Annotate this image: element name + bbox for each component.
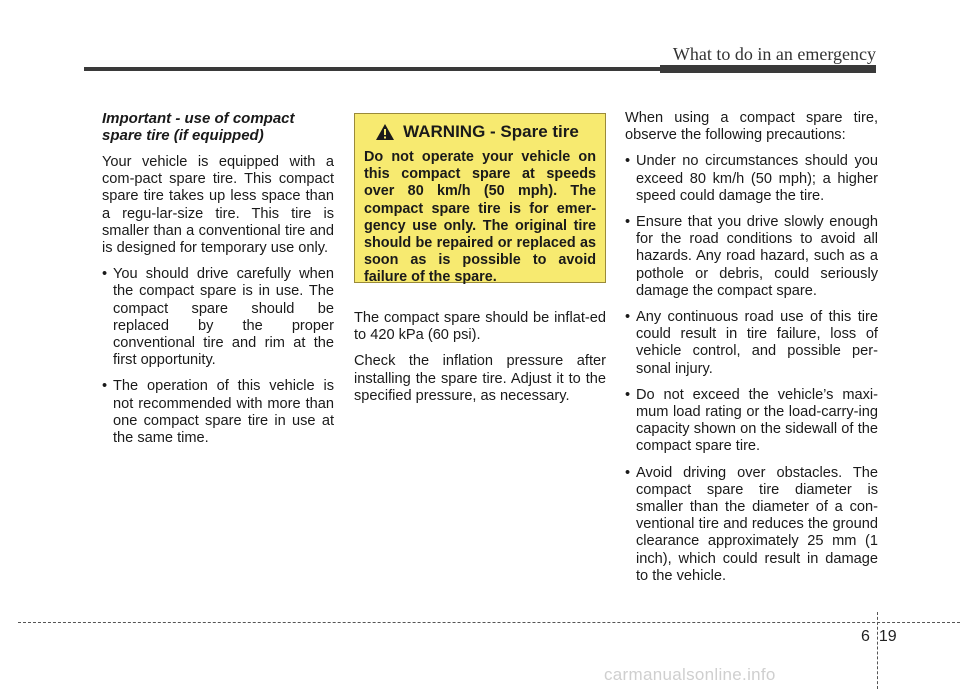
column-left [102,110,334,456]
footer-divider [877,612,878,689]
page-number [861,628,897,646]
list-item: • The operation of this vehicle is not recommended with more than one compact spare tire in use at the same time. [102,378,334,447]
warning-box [354,113,606,286]
inflation-paragraph: The compact spare should be inflat-ed to 420 kPa (60 psi). [354,310,606,344]
header-tab [660,65,876,73]
list-item: • Do not exceed the vehicle’s maxi-mum load rating or the load-carry-ing capacity shown on the sidewall of the compact spare tire. [625,387,878,456]
list-item: • You should drive carefully when the compact spare is in use. The compact spare should be replaced by the proper conventional tire and rim at the first opportunity. [102,266,334,369]
list-item: • Under no circumstances should you exceed 80 km/h (50 mph); a higher speed could damage the tire. [625,153,878,205]
pressure-check-paragraph: Check the inflation pressure after installing the spare tire. Adjust it to the specified pressure, as necessary. [354,353,606,404]
section-heading: Important - use of compact spare tire (if equipped) [102,110,295,144]
intro-paragraph: Your vehicle is equipped with a com-pact spare tire. This compact spare tire takes up less space than a regu-lar-size tire. This tire is smaller than a conventional tire and is designed for temporary use only. [102,154,334,257]
warning-title: WARNING - Spare tire [403,122,579,141]
list-item: • Any continuous road use of this tire could result in tire failure, loss of vehicle control, and possible per-sonal injury. [625,309,878,378]
section-number: 6 [861,628,870,645]
column-right [625,110,878,594]
list-item: • Avoid driving over obstacles. The compact spare tire diameter is smaller than the diameter of a con-ventional tire and reduces the ground clearance approximately 25 mm (1 inch), which could result in damage to the vehicle. [625,465,878,585]
precautions-intro: When using a compact spare tire, observe the following precautions: [625,110,878,144]
warning-header [358,122,596,142]
warning-triangle-icon [375,123,395,141]
bullet-list [102,266,334,447]
watermark: carmanualsonline.info [604,665,776,684]
header-title: What to do in an emergency [672,44,876,64]
page-index: 19 [878,628,897,645]
precautions-list [625,153,878,585]
list-item: • Ensure that you drive slowly enough for the road conditions to avoid all hazards. Any road hazard, such as a pothole or debris, could seriously damage the compact spare. [625,214,878,300]
footer-rule [18,622,960,623]
column-middle-text [354,310,606,414]
warning-body: Do not operate your vehicle on this compact spare at speeds over 80 km/h (50 mph). The compact spare tire is for emer-gency use only. The original tire should be repaired or replaced as soon as is possible to avoid failure of the spare. [364,149,596,286]
